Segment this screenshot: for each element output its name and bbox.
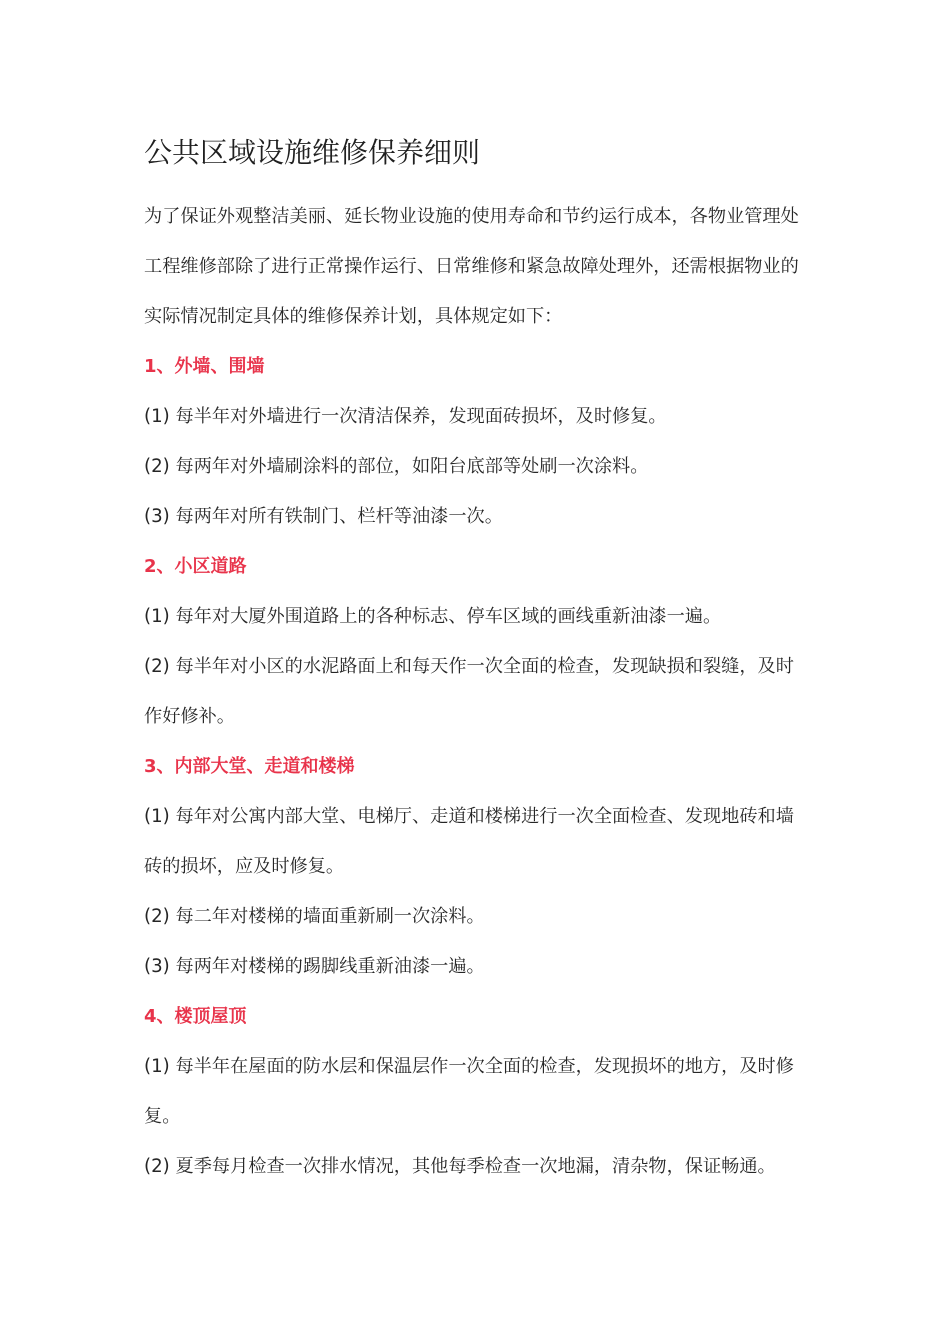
section-lobby-corridors-stairs (144, 742, 812, 992)
list-item: (3) 每两年对楼梯的踢脚线重新油漆一遍。 (144, 956, 485, 977)
list-item: (1) 每年对公寓内部大堂、电梯厅、走道和楼梯进行一次全面检查、发现地砖和墙砖的损坏，应及时修复。 (144, 806, 794, 877)
document-body (144, 128, 812, 1192)
list-item: (1) 每年对大厦外围道路上的各种标志、停车区域的画线重新油漆一遍。 (144, 606, 722, 627)
section-exterior-walls (144, 342, 812, 542)
section-roads (144, 542, 812, 742)
list-item: (2) 每半年对小区的水泥路面上和每天作一次全面的检查，发现缺损和裂缝，及时作好修补。 (144, 656, 794, 727)
list-item: (1) 每半年在屋面的防水层和保温层作一次全面的检查，发现损坏的地方，及时修复。 (144, 1056, 794, 1127)
section-heading: 4、楼顶屋顶 (144, 1006, 247, 1027)
section-heading: 1、外墙、围墙 (144, 356, 265, 377)
list-item: (1) 每半年对外墙进行一次清洁保养，发现面砖损坏，及时修复。 (144, 406, 667, 427)
list-item: (2) 夏季每月检查一次排水情况，其他每季检查一次地漏，清杂物，保证畅通。 (144, 1156, 776, 1177)
list-item: (3) 每两年对所有铁制门、栏杆等油漆一次。 (144, 506, 503, 527)
document-title: 公共区域设施维修保养细则 (144, 136, 481, 169)
section-heading: 2、小区道路 (144, 556, 247, 577)
list-item: (2) 每二年对楼梯的墙面重新刷一次涂料。 (144, 906, 485, 927)
intro-paragraph: 为了保证外观整洁美丽、延长物业设施的使用寿命和节约运行成本，各物业管理处工程维修部除了进行正常操作运行、日常维修和紧急故障处理外，还需根据物业的实际情况制定具体的维修保养计划，具体规定如下： (144, 206, 799, 327)
section-roof (144, 992, 812, 1192)
section-heading: 3、内部大堂、走道和楼梯 (144, 756, 355, 777)
list-item: (2) 每两年对外墙刷涂料的部位，如阳台底部等处刷一次涂料。 (144, 456, 649, 477)
